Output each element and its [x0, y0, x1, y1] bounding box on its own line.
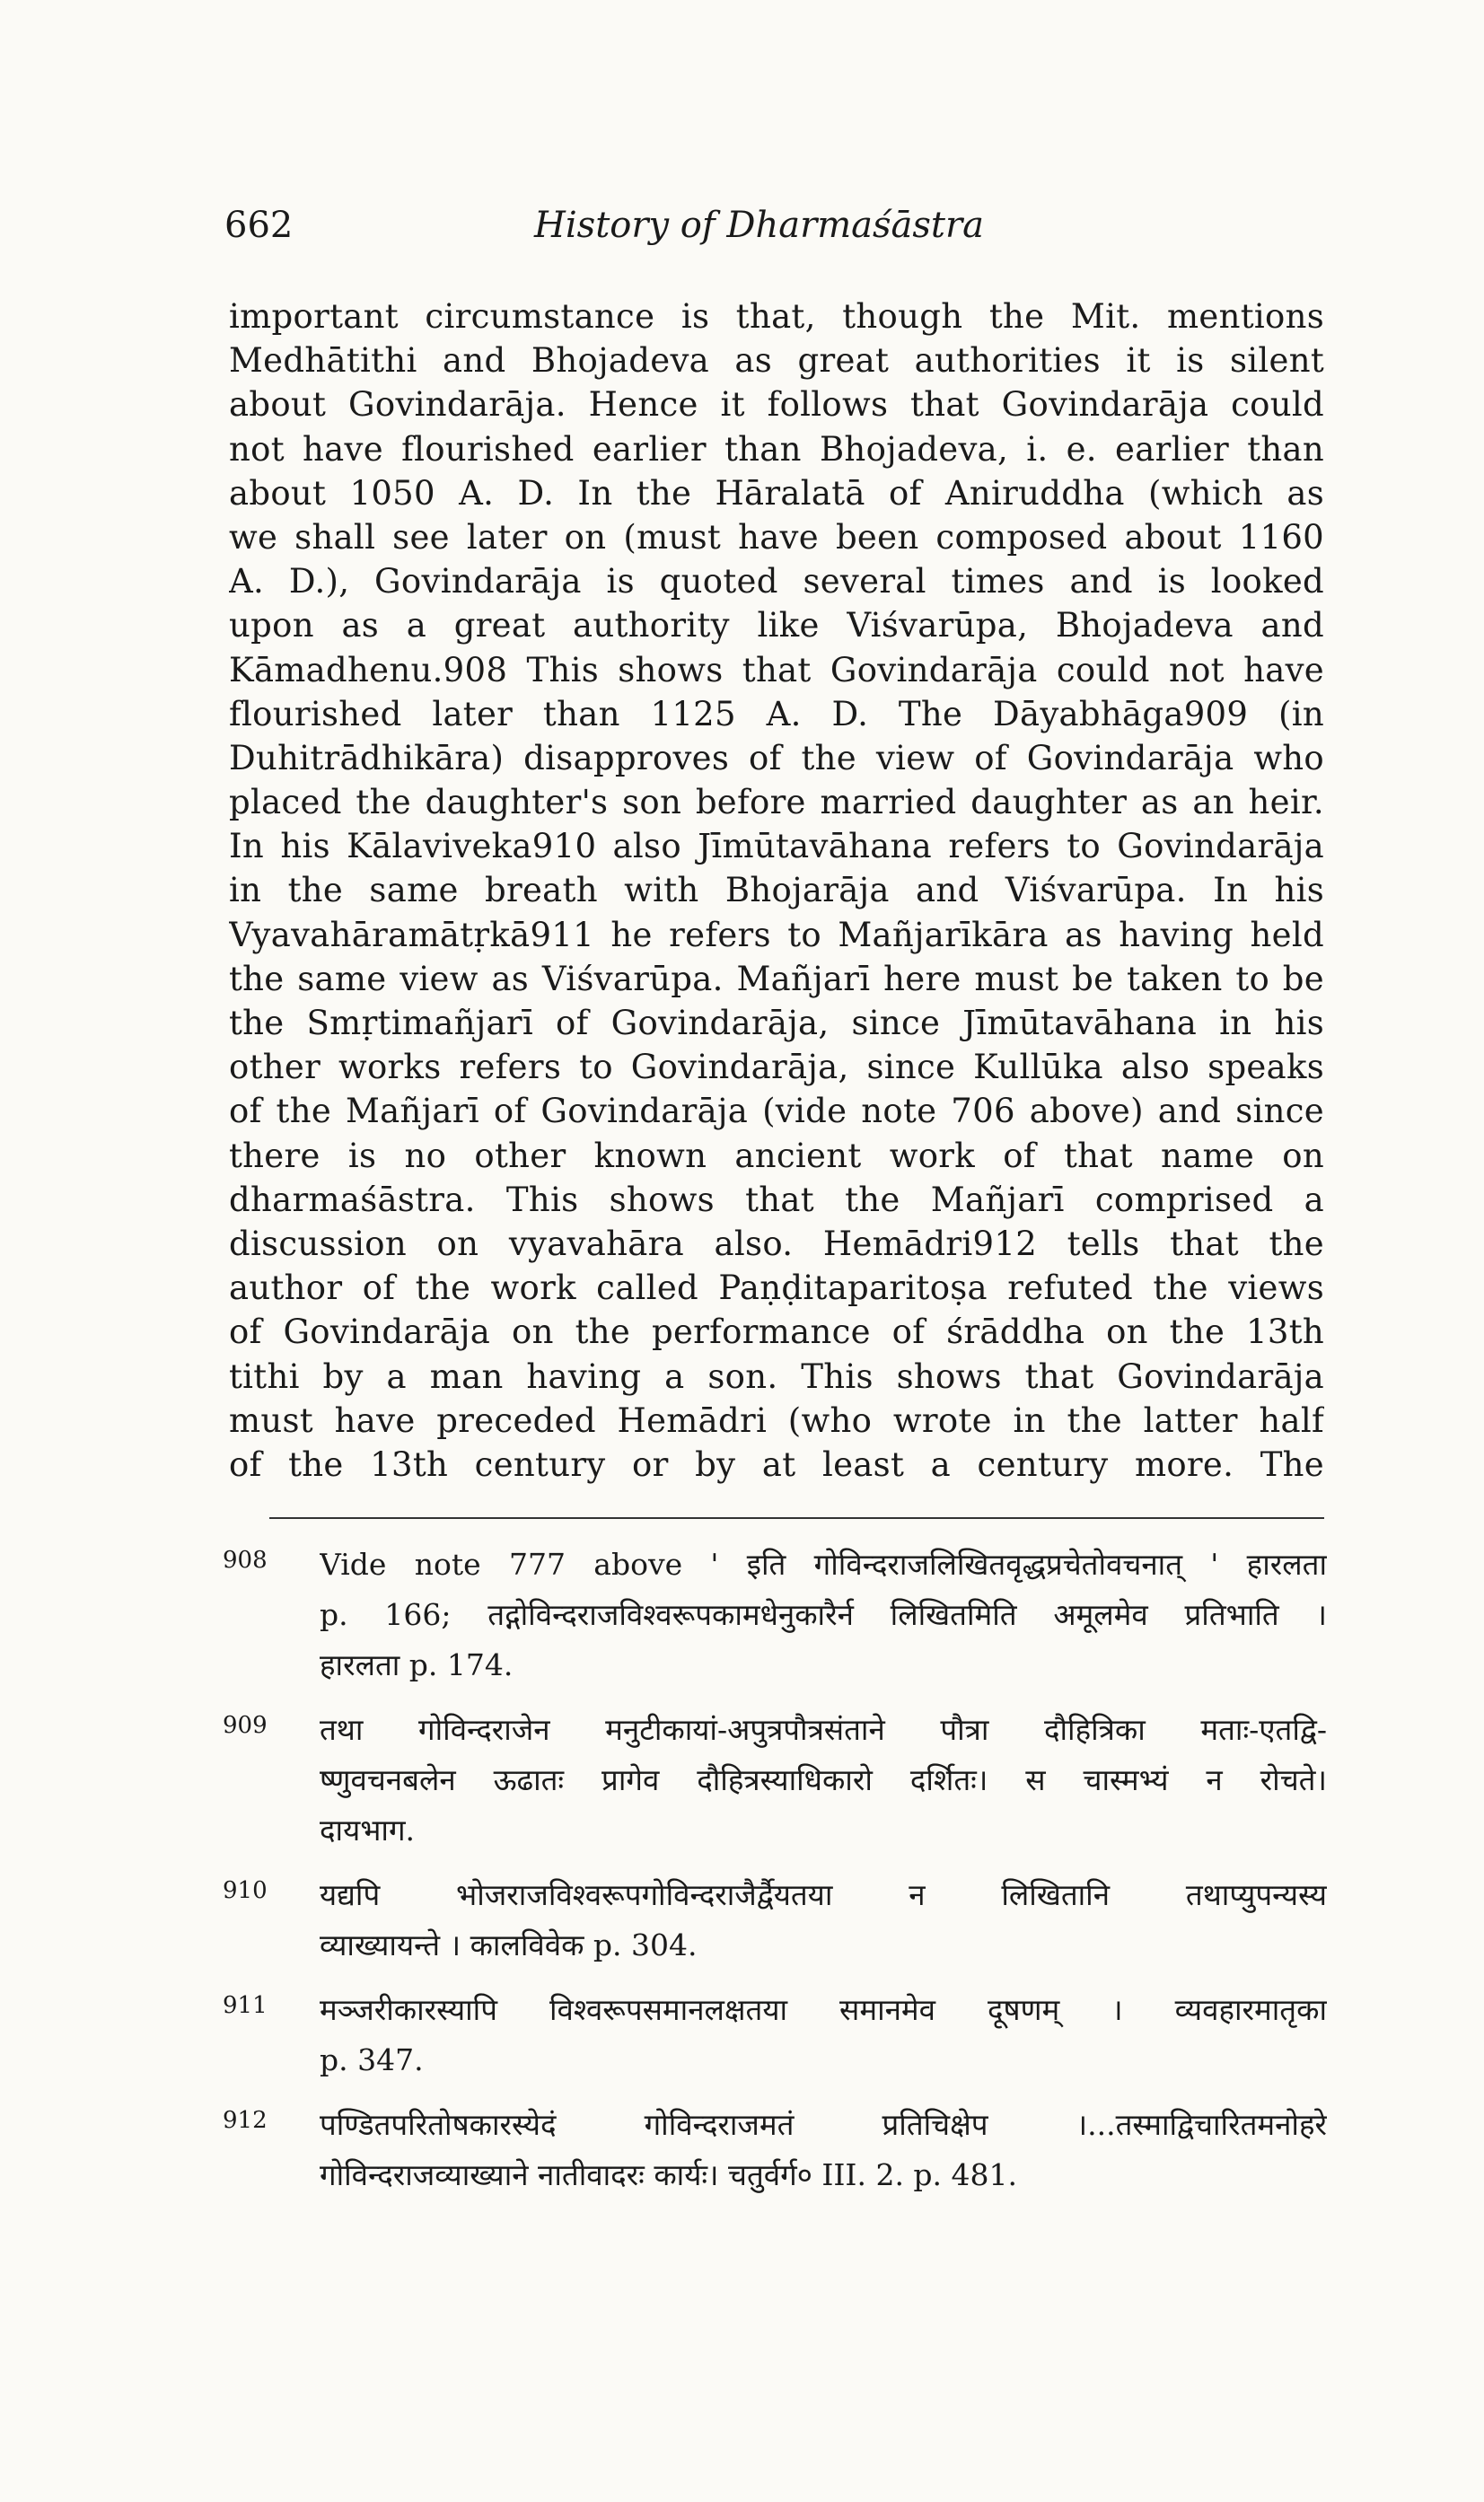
page-number: 662	[224, 205, 294, 246]
footnote-line: मञ्जरीकारस्यापि विश्वरूपसमानलक्षतया समानमेव दूषणम् । व्यवहारमातृका	[320, 1992, 1327, 2027]
body-line: of the 13th century or by at least a century more. The	[229, 1444, 1324, 1484]
footnote-line: Vide note 777 above ' इति गोविन्दराजलिखितवृद्धप्रचेतोवचनात् ' हारलता	[320, 1547, 1327, 1582]
footnote-line: पण्डितपरितोषकारस्येदं गोविन्दराजमतं प्रतिचिक्षेप ।...तस्माद्विचारितमनोहरे	[320, 2107, 1327, 2142]
body-line: upon as a great authority like Viśvarūpa, Bhojadeva and	[229, 606, 1324, 645]
body-line: in the same breath with Bhojarāja and Viśvarūpa. In his	[229, 871, 1324, 910]
body-line: about Govindarāja. Hence it follows that Govindarāja could	[229, 385, 1324, 425]
body-line: author of the work called Paṇḍitaparitoṣa refuted the views	[229, 1269, 1324, 1308]
body-line: Vyavahāramātṛkā911 he refers to Mañjarīkāra as having held	[229, 915, 1324, 954]
footnote	[223, 1540, 1327, 1690]
footnote	[223, 1985, 1327, 2085]
body-line: Duhitrādhikāra) disapproves of the view of Govindarāja who	[229, 738, 1324, 777]
footnote-line: यद्यपि भोजराजविश्वरूपगोविन्दराजैर्द्वैयतया न लिखितानि तथाप्युपन्यस्य	[320, 1877, 1327, 1912]
footnote-line: ष्णुवचनबलेन ऊढातः प्रागेव दौहित्रस्याधिकारो दर्शितः। स चास्मभ्यं न रोचते।	[320, 1762, 1327, 1797]
body-line: other works refers to Govindarāja, since Kullūka also speaks	[229, 1048, 1324, 1087]
footnote-line: व्याख्यायन्ते । कालविवेक p. 304.	[320, 1927, 698, 1962]
footnote-number: 908	[223, 1547, 268, 1574]
body-line: we shall see later on (must have been composed about 1160	[229, 517, 1324, 557]
body-line: Kāmadhenu.908 This shows that Govindarāja could not have	[229, 650, 1324, 689]
body-line: of Govindarāja on the performance of śrāddha on the 13th	[229, 1312, 1324, 1352]
page-header	[224, 205, 1329, 259]
body-line: Medhātithi and Bhojadeva as great authorities it is silent	[229, 341, 1324, 381]
body-line: there is no other known ancient work of that name on	[229, 1136, 1324, 1175]
footnote-line: तथा गोविन्दराजेन मनुटीकायां-अपुत्रपौत्रसंताने पौत्रा दौहित्रिका मताः-एतद्वि-	[320, 1712, 1327, 1747]
footnote-line: गोविन्दराजव्याख्याने नातीवादरः कार्यः। चतुर्वर्ग० III. 2. p. 481.	[320, 2157, 1018, 2192]
running-title: History of Dharmaśāstra	[534, 205, 984, 246]
body-line: discussion on vyavahāra also. Hemādri912 tells that the	[229, 1224, 1324, 1263]
footnote	[223, 2100, 1327, 2200]
footnote-number: 910	[223, 1877, 268, 1904]
body-line: dharmaśāstra. This shows that the Mañjarī comprised a	[229, 1180, 1324, 1219]
footnote-rule	[269, 1517, 1324, 1519]
body-line: flourished later than 1125 A. D. The Dāyabhāga909 (in	[229, 694, 1324, 733]
footnote	[223, 1870, 1327, 1971]
body-line: about 1050 A. D. In the Hāralatā of Aniruddha (which as	[229, 473, 1324, 513]
footnote-number: 912	[223, 2107, 268, 2134]
footnote-line: हारलता p. 174.	[320, 1647, 514, 1682]
body-line: A. D.), Govindarāja is quoted several times and is looked	[229, 562, 1324, 601]
footnote-line: दायभाग.	[320, 1813, 416, 1848]
body-line: In his Kālaviveka910 also Jīmūtavāhana refers to Govindarāja	[229, 827, 1324, 866]
body-line: the same view as Viśvarūpa. Mañjarī here must be taken to be	[229, 959, 1324, 998]
footnotes	[223, 1540, 1327, 2215]
footnote-number: 909	[223, 1712, 268, 1739]
body-line: not have flourished earlier than Bhojadeva, i. e. earlier than	[229, 429, 1324, 469]
body-line: the Smṛtimañjarī of Govindarāja, since Jīmūtavāhana in his	[229, 1004, 1324, 1042]
footnote-number: 911	[223, 1992, 268, 2019]
body-line: placed the daughter's son before married daughter as an heir.	[229, 783, 1324, 822]
footnote	[223, 1705, 1327, 1856]
body-line: must have preceded Hemādri (who wrote in the latter half	[229, 1400, 1324, 1440]
body-line: of the Mañjarī of Govindarāja (vide note 706 above) and since	[229, 1092, 1324, 1131]
body-text	[229, 294, 1324, 1487]
body-line: tithi by a man having a son. This shows that Govindarāja	[229, 1356, 1324, 1396]
body-line: important circumstance is that, though the Mit. mentions	[229, 297, 1324, 336]
footnote-line: p. 166; तद्गोविन्दराजविश्वरूपकामधेनुकारैर्न लिखितमिति अमूलमेव प्रतिभाति ।	[320, 1597, 1327, 1632]
footnote-line: p. 347.	[320, 2042, 424, 2077]
